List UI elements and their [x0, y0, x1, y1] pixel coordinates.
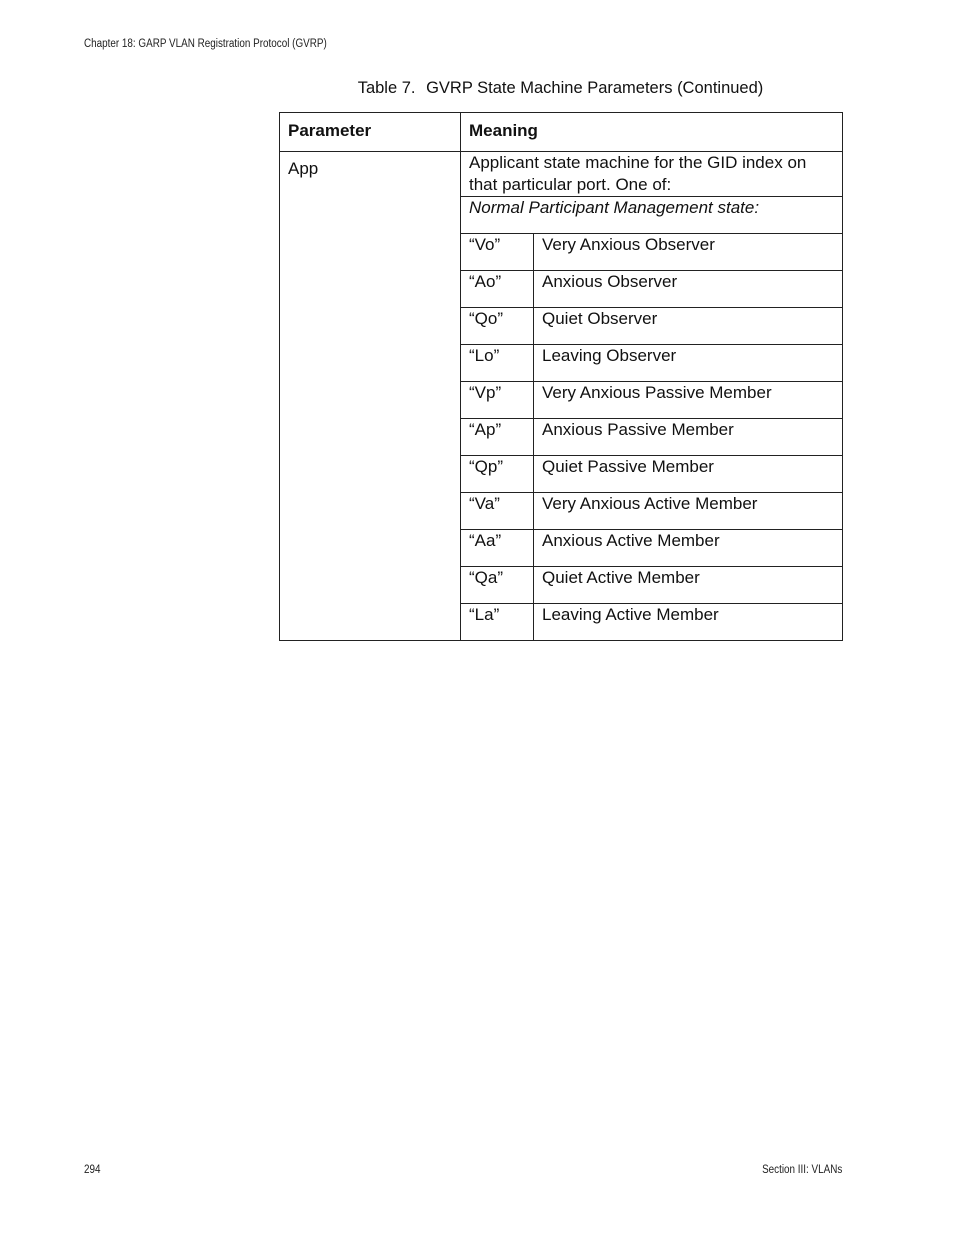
state-code: “Ao”	[461, 271, 534, 308]
state-meaning: Quiet Passive Member	[534, 456, 843, 493]
state-code: “Va”	[461, 493, 534, 530]
table-number: Table 7.	[357, 79, 416, 97]
state-code: “Vp”	[461, 382, 534, 419]
state-code: “La”	[461, 604, 534, 641]
state-code: “Vo”	[461, 234, 534, 271]
table-caption	[279, 79, 842, 98]
state-meaning: Quiet Active Member	[534, 567, 843, 604]
parameter-description: Applicant state machine for the GID index on that particular port. One of:	[461, 152, 843, 197]
footer-section: Section III: VLANs	[761, 1164, 842, 1176]
column-header-parameter: Parameter	[280, 113, 461, 152]
state-meaning: Very Anxious Passive Member	[534, 382, 843, 419]
state-meaning: Anxious Observer	[534, 271, 843, 308]
column-header-meaning: Meaning	[461, 113, 843, 152]
state-meaning: Leaving Active Member	[534, 604, 843, 641]
table-row	[280, 152, 843, 197]
state-code: “Qo”	[461, 308, 534, 345]
table-title: GVRP State Machine Parameters (Continued)	[426, 79, 764, 97]
state-meaning: Very Anxious Active Member	[534, 493, 843, 530]
state-code: “Lo”	[461, 345, 534, 382]
state-meaning: Anxious Passive Member	[534, 419, 843, 456]
table-header-row	[280, 113, 843, 152]
running-head: Chapter 18: GARP VLAN Registration Protocol (GVRP)	[84, 38, 327, 50]
state-code: “Qa”	[461, 567, 534, 604]
state-meaning: Very Anxious Observer	[534, 234, 843, 271]
state-meaning: Leaving Observer	[534, 345, 843, 382]
state-meaning: Quiet Observer	[534, 308, 843, 345]
state-meaning: Anxious Active Member	[534, 530, 843, 567]
state-code: “Ap”	[461, 419, 534, 456]
parameters-table	[279, 112, 843, 641]
state-subheading: Normal Participant Management state:	[461, 197, 843, 234]
state-code: “Qp”	[461, 456, 534, 493]
page-number: 294	[84, 1164, 101, 1176]
state-code: “Aa”	[461, 530, 534, 567]
parameter-name: App	[280, 152, 461, 641]
